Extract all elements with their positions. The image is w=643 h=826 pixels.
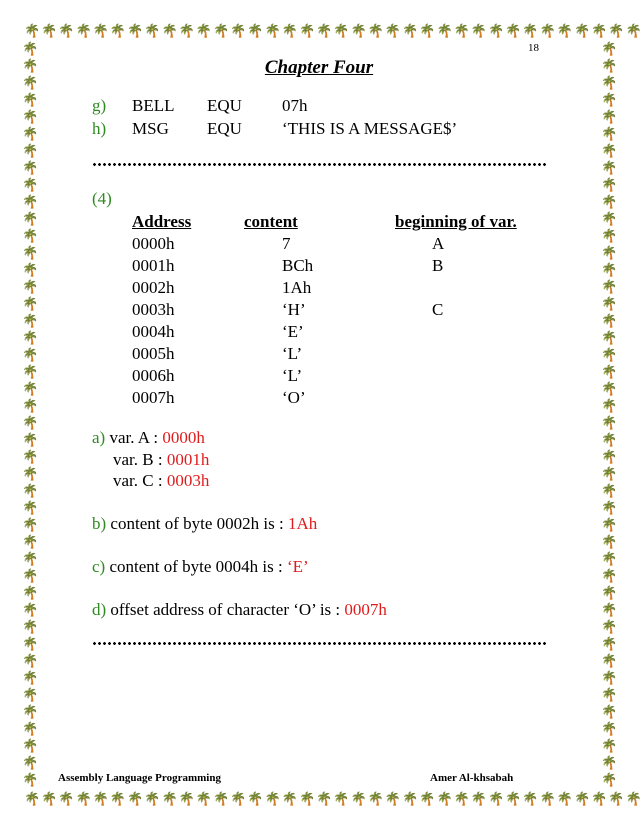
address-cell: 0003h [132, 300, 175, 319]
content-cell: ‘H’ [282, 300, 306, 319]
footer-course-title: Assembly Language Programming [58, 772, 221, 784]
answer-a-text: var. A : [109, 428, 163, 447]
table-row [132, 278, 532, 300]
address-cell: 0006h [132, 366, 175, 385]
palm-border-bottom: 🌴🌴🌴🌴🌴🌴🌴🌴🌴🌴🌴🌴🌴🌴🌴🌴🌴🌴🌴🌴🌴🌴🌴🌴🌴🌴🌴🌴🌴🌴🌴🌴🌴🌴🌴🌴 [24, 791, 643, 806]
content-cell: ‘L’ [282, 366, 303, 385]
table-header-var: beginning of var. [395, 212, 517, 231]
palm-border-top: 🌴🌴🌴🌴🌴🌴🌴🌴🌴🌴🌴🌴🌴🌴🌴🌴🌴🌴🌴🌴🌴🌴🌴🌴🌴🌴🌴🌴🌴🌴🌴🌴🌴🌴🌴🌴 [24, 23, 643, 38]
answer-d-text: offset address of character ‘O’ is : [110, 600, 345, 619]
answer-b-label: b) [92, 514, 107, 533]
answer-a-value: 0000h [162, 428, 205, 447]
answer-a-line-3 [113, 471, 209, 491]
address-cell: 0000h [132, 234, 175, 253]
address-cell: 0002h [132, 278, 175, 297]
content-cell: BCh [282, 256, 314, 275]
definition-directive: EQU [207, 96, 242, 115]
answer-a-value: 0003h [166, 471, 210, 490]
address-cell: 0007h [132, 388, 175, 407]
content-cell: ‘O’ [282, 388, 306, 407]
table-row [132, 256, 532, 278]
answer-a-value: 0001h [166, 450, 210, 469]
chapter-title: Chapter Four [264, 57, 374, 78]
definition-value: 07h [282, 96, 308, 115]
palm-border-right: 🌴🌴🌴🌴🌴🌴🌴🌴🌴🌴🌴🌴🌴🌴🌴🌴🌴🌴🌴🌴🌴🌴🌴🌴🌴🌴🌴🌴🌴🌴🌴🌴🌴🌴🌴🌴🌴🌴🌴🌴🌴🌴🌴🌴 [601, 41, 618, 787]
answer-a-label: a) [92, 428, 106, 447]
answer-c-line [92, 557, 309, 577]
table-header-content: content [244, 212, 298, 231]
answer-a-text: var. C : [113, 471, 167, 490]
definition-directive: EQU [207, 119, 242, 138]
content-cell: ‘E’ [282, 322, 304, 341]
palm-border-left: 🌴🌴🌴🌴🌴🌴🌴🌴🌴🌴🌴🌴🌴🌴🌴🌴🌴🌴🌴🌴🌴🌴🌴🌴🌴🌴🌴🌴🌴🌴🌴🌴🌴🌴🌴🌴🌴🌴🌴🌴🌴🌴🌴🌴 [22, 41, 39, 787]
definition-name: BELL [132, 96, 175, 115]
table-row [132, 344, 532, 366]
answer-d-value: 0007h [344, 600, 387, 619]
content-cell: 7 [282, 234, 291, 253]
memory-table [132, 212, 532, 410]
item-label: g) [92, 96, 107, 115]
equ-definitions [92, 96, 552, 142]
table-row [132, 300, 532, 322]
answer-c-value: ‘E’ [287, 557, 309, 576]
question-number: (4) [92, 189, 112, 208]
table-row [132, 322, 532, 344]
definition-row [92, 119, 552, 142]
answer-b-value: 1Ah [287, 514, 318, 533]
content-cell: 1Ah [282, 278, 312, 297]
dotted-divider [92, 641, 547, 646]
answer-d-label: d) [92, 600, 107, 619]
answer-a-line-2 [113, 450, 209, 470]
answer-a-text: var. B : [113, 450, 167, 469]
answer-c-label: c) [92, 557, 106, 576]
footer-author: Amer Al-khsabah [430, 772, 514, 784]
definition-row [92, 96, 552, 119]
table-row [132, 234, 532, 256]
definition-name: MSG [132, 119, 169, 138]
var-cell: A [432, 234, 445, 253]
definition-value: ‘THIS IS A MESSAGE$’ [282, 119, 458, 138]
address-cell: 0005h [132, 344, 175, 363]
answer-a-line-1 [92, 428, 205, 448]
page-number: 18 [528, 42, 539, 54]
address-cell: 0004h [132, 322, 175, 341]
answer-b-line [92, 514, 317, 534]
answer-c-text: content of byte 0004h is : [109, 557, 287, 576]
table-row [132, 366, 532, 388]
answer-b-text: content of byte 0002h is : [110, 514, 288, 533]
table-row [132, 388, 532, 410]
var-cell: B [432, 256, 444, 275]
table-header-row [132, 212, 532, 234]
var-cell: C [432, 300, 444, 319]
dotted-divider [92, 162, 547, 167]
table-header-address: Address [132, 212, 192, 231]
item-label: h) [92, 119, 107, 138]
content-cell: ‘L’ [282, 344, 303, 363]
answer-d-line [92, 600, 387, 620]
address-cell: 0001h [132, 256, 175, 275]
